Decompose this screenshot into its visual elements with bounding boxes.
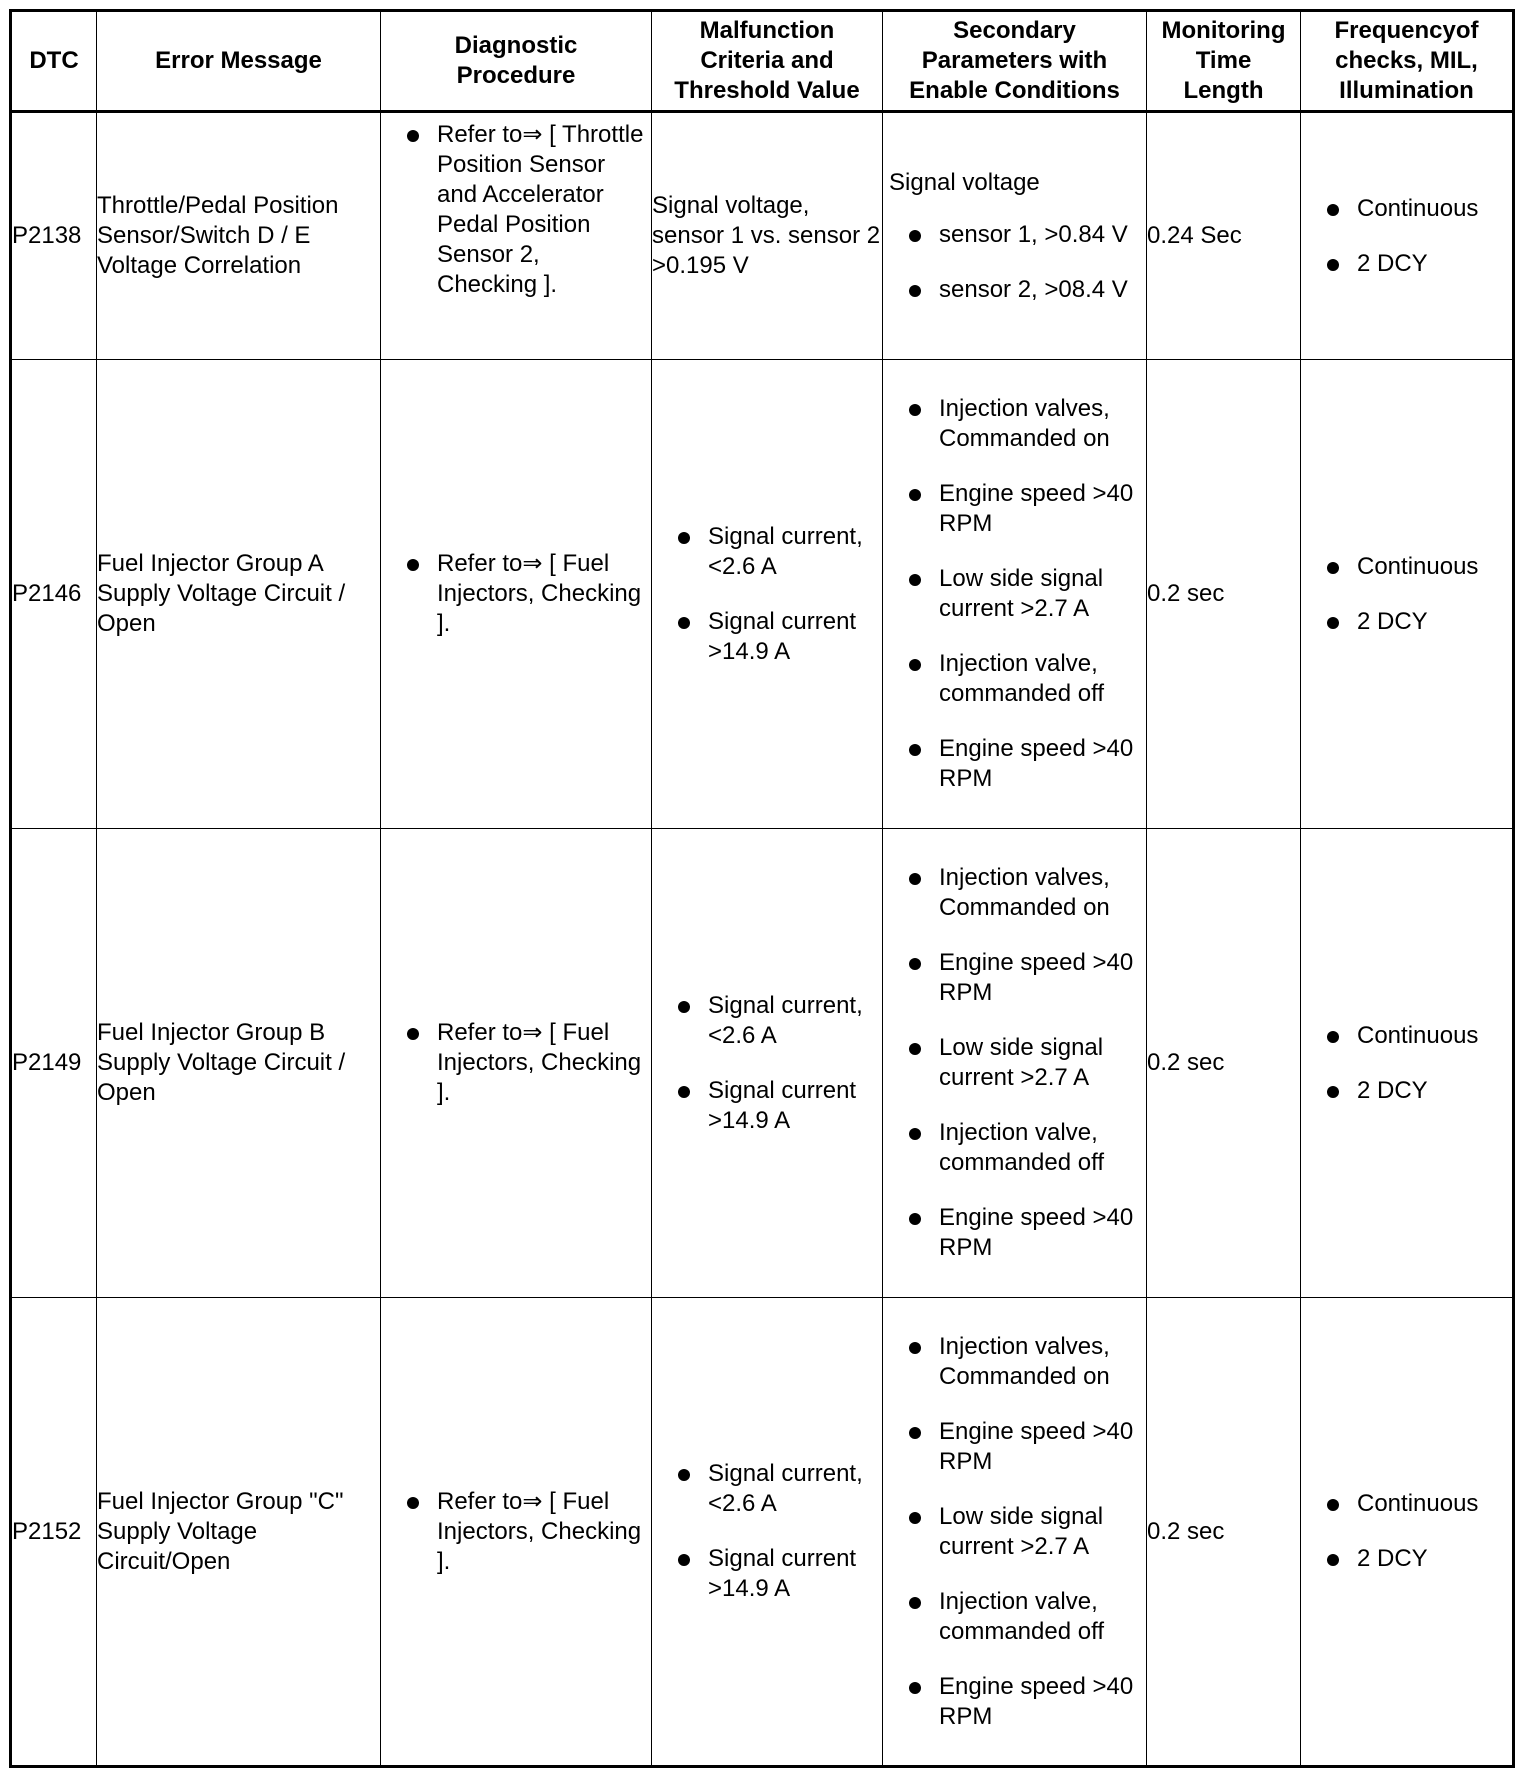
secondary-item: Low side signal current >2.7 A	[883, 564, 1146, 624]
header-diagnostic-procedure: Diagnostic Procedure	[381, 11, 652, 112]
criteria-item: Signal current >14.9 A	[652, 607, 882, 667]
monitoring-time: 0.2 sec	[1147, 360, 1301, 829]
error-message: Throttle/Pedal Position Sensor/Switch D / E Voltage Correlation	[97, 112, 381, 360]
secondary-item: Injection valve, commanded off	[883, 1118, 1146, 1178]
procedure-link[interactable]: Refer to⇒ [ Fuel Injectors, Checking ].	[381, 1487, 651, 1577]
dtc-code: P2146	[11, 360, 97, 829]
dtc-code: P2138	[11, 112, 97, 360]
diagnostic-procedure	[381, 360, 652, 829]
diagnostic-procedure	[381, 112, 652, 360]
header-dtc: DTC	[11, 11, 97, 112]
header-secondary-parameters: Secondary Parameters with Enable Conditions	[883, 11, 1147, 112]
secondary-item: Low side signal current >2.7 A	[883, 1502, 1146, 1562]
criteria-item: Signal current >14.9 A	[652, 1076, 882, 1136]
secondary-parameters	[883, 829, 1147, 1298]
criteria-item: Signal current >14.9 A	[652, 1544, 882, 1604]
frequency-item: 2 DCY	[1301, 607, 1512, 637]
malfunction-criteria	[652, 829, 883, 1298]
error-message: Fuel Injector Group B Supply Voltage Circuit / Open	[97, 829, 381, 1298]
secondary-parameters	[883, 1298, 1147, 1767]
table-row	[11, 360, 1514, 829]
monitoring-time: 0.2 sec	[1147, 1298, 1301, 1767]
frequency	[1301, 829, 1514, 1298]
secondary-item: Injection valves, Commanded on	[883, 863, 1146, 923]
dtc-code: P2149	[11, 829, 97, 1298]
frequency-item: 2 DCY	[1301, 249, 1512, 279]
frequency-item: Continuous	[1301, 194, 1512, 224]
criteria-item: Signal current, <2.6 A	[652, 522, 882, 582]
secondary-item: Low side signal current >2.7 A	[883, 1033, 1146, 1093]
secondary-item: Engine speed >40 RPM	[883, 1417, 1146, 1477]
secondary-item: Injection valves, Commanded on	[883, 1332, 1146, 1392]
frequency-item: Continuous	[1301, 1021, 1512, 1051]
header-monitoring-time: Monitoring Time Length	[1147, 11, 1301, 112]
procedure-link[interactable]: Refer to⇒ [ Fuel Injectors, Checking ].	[381, 1018, 651, 1108]
table-row	[11, 1298, 1514, 1767]
secondary-item: Engine speed >40 RPM	[883, 1203, 1146, 1263]
secondary-item: Injection valve, commanded off	[883, 649, 1146, 709]
frequency-item: 2 DCY	[1301, 1076, 1512, 1106]
frequency	[1301, 360, 1514, 829]
monitoring-time: 0.2 sec	[1147, 829, 1301, 1298]
secondary-item: sensor 1, >0.84 V	[883, 220, 1146, 250]
procedure-link[interactable]: Refer to⇒ [ Throttle Position Sensor and Accelerator Pedal Position Sensor 2, Checking ].	[381, 120, 651, 300]
table-row	[11, 112, 1514, 360]
frequency-item: Continuous	[1301, 1489, 1512, 1519]
table-row	[11, 829, 1514, 1298]
diagnostic-procedure	[381, 1298, 652, 1767]
secondary-parameters	[883, 360, 1147, 829]
secondary-item: Injection valves, Commanded on	[883, 394, 1146, 454]
frequency	[1301, 112, 1514, 360]
secondary-item: Injection valve, commanded off	[883, 1587, 1146, 1647]
criteria-item: Signal current, <2.6 A	[652, 1459, 882, 1519]
malfunction-criteria	[652, 1298, 883, 1767]
frequency	[1301, 1298, 1514, 1767]
frequency-item: 2 DCY	[1301, 1544, 1512, 1574]
error-message: Fuel Injector Group "C" Supply Voltage Circuit/Open	[97, 1298, 381, 1767]
diagnostic-procedure	[381, 829, 652, 1298]
malfunction-criteria: Signal voltage, sensor 1 vs. sensor 2 >0.195 V	[652, 112, 883, 360]
header-error-message: Error Message	[97, 11, 381, 112]
header-malfunction-criteria: Malfunction Criteria and Threshold Value	[652, 11, 883, 112]
monitoring-time: 0.24 Sec	[1147, 112, 1301, 360]
criteria-item: Signal current, <2.6 A	[652, 991, 882, 1051]
secondary-item: sensor 2, >08.4 V	[883, 275, 1146, 305]
malfunction-criteria	[652, 360, 883, 829]
secondary-item: Engine speed >40 RPM	[883, 479, 1146, 539]
secondary-item: Engine speed >40 RPM	[883, 734, 1146, 794]
secondary-item: Engine speed >40 RPM	[883, 1672, 1146, 1732]
header-row	[11, 11, 1514, 112]
procedure-link[interactable]: Refer to⇒ [ Fuel Injectors, Checking ].	[381, 549, 651, 639]
secondary-item: Engine speed >40 RPM	[883, 948, 1146, 1008]
frequency-item: Continuous	[1301, 552, 1512, 582]
dtc-table	[9, 9, 1515, 1768]
header-frequency: Frequencyof checks, MIL, Illumination	[1301, 11, 1514, 112]
secondary-label: Signal voltage	[889, 168, 1040, 196]
error-message: Fuel Injector Group A Supply Voltage Circuit / Open	[97, 360, 381, 829]
dtc-code: P2152	[11, 1298, 97, 1767]
secondary-parameters	[883, 112, 1147, 360]
